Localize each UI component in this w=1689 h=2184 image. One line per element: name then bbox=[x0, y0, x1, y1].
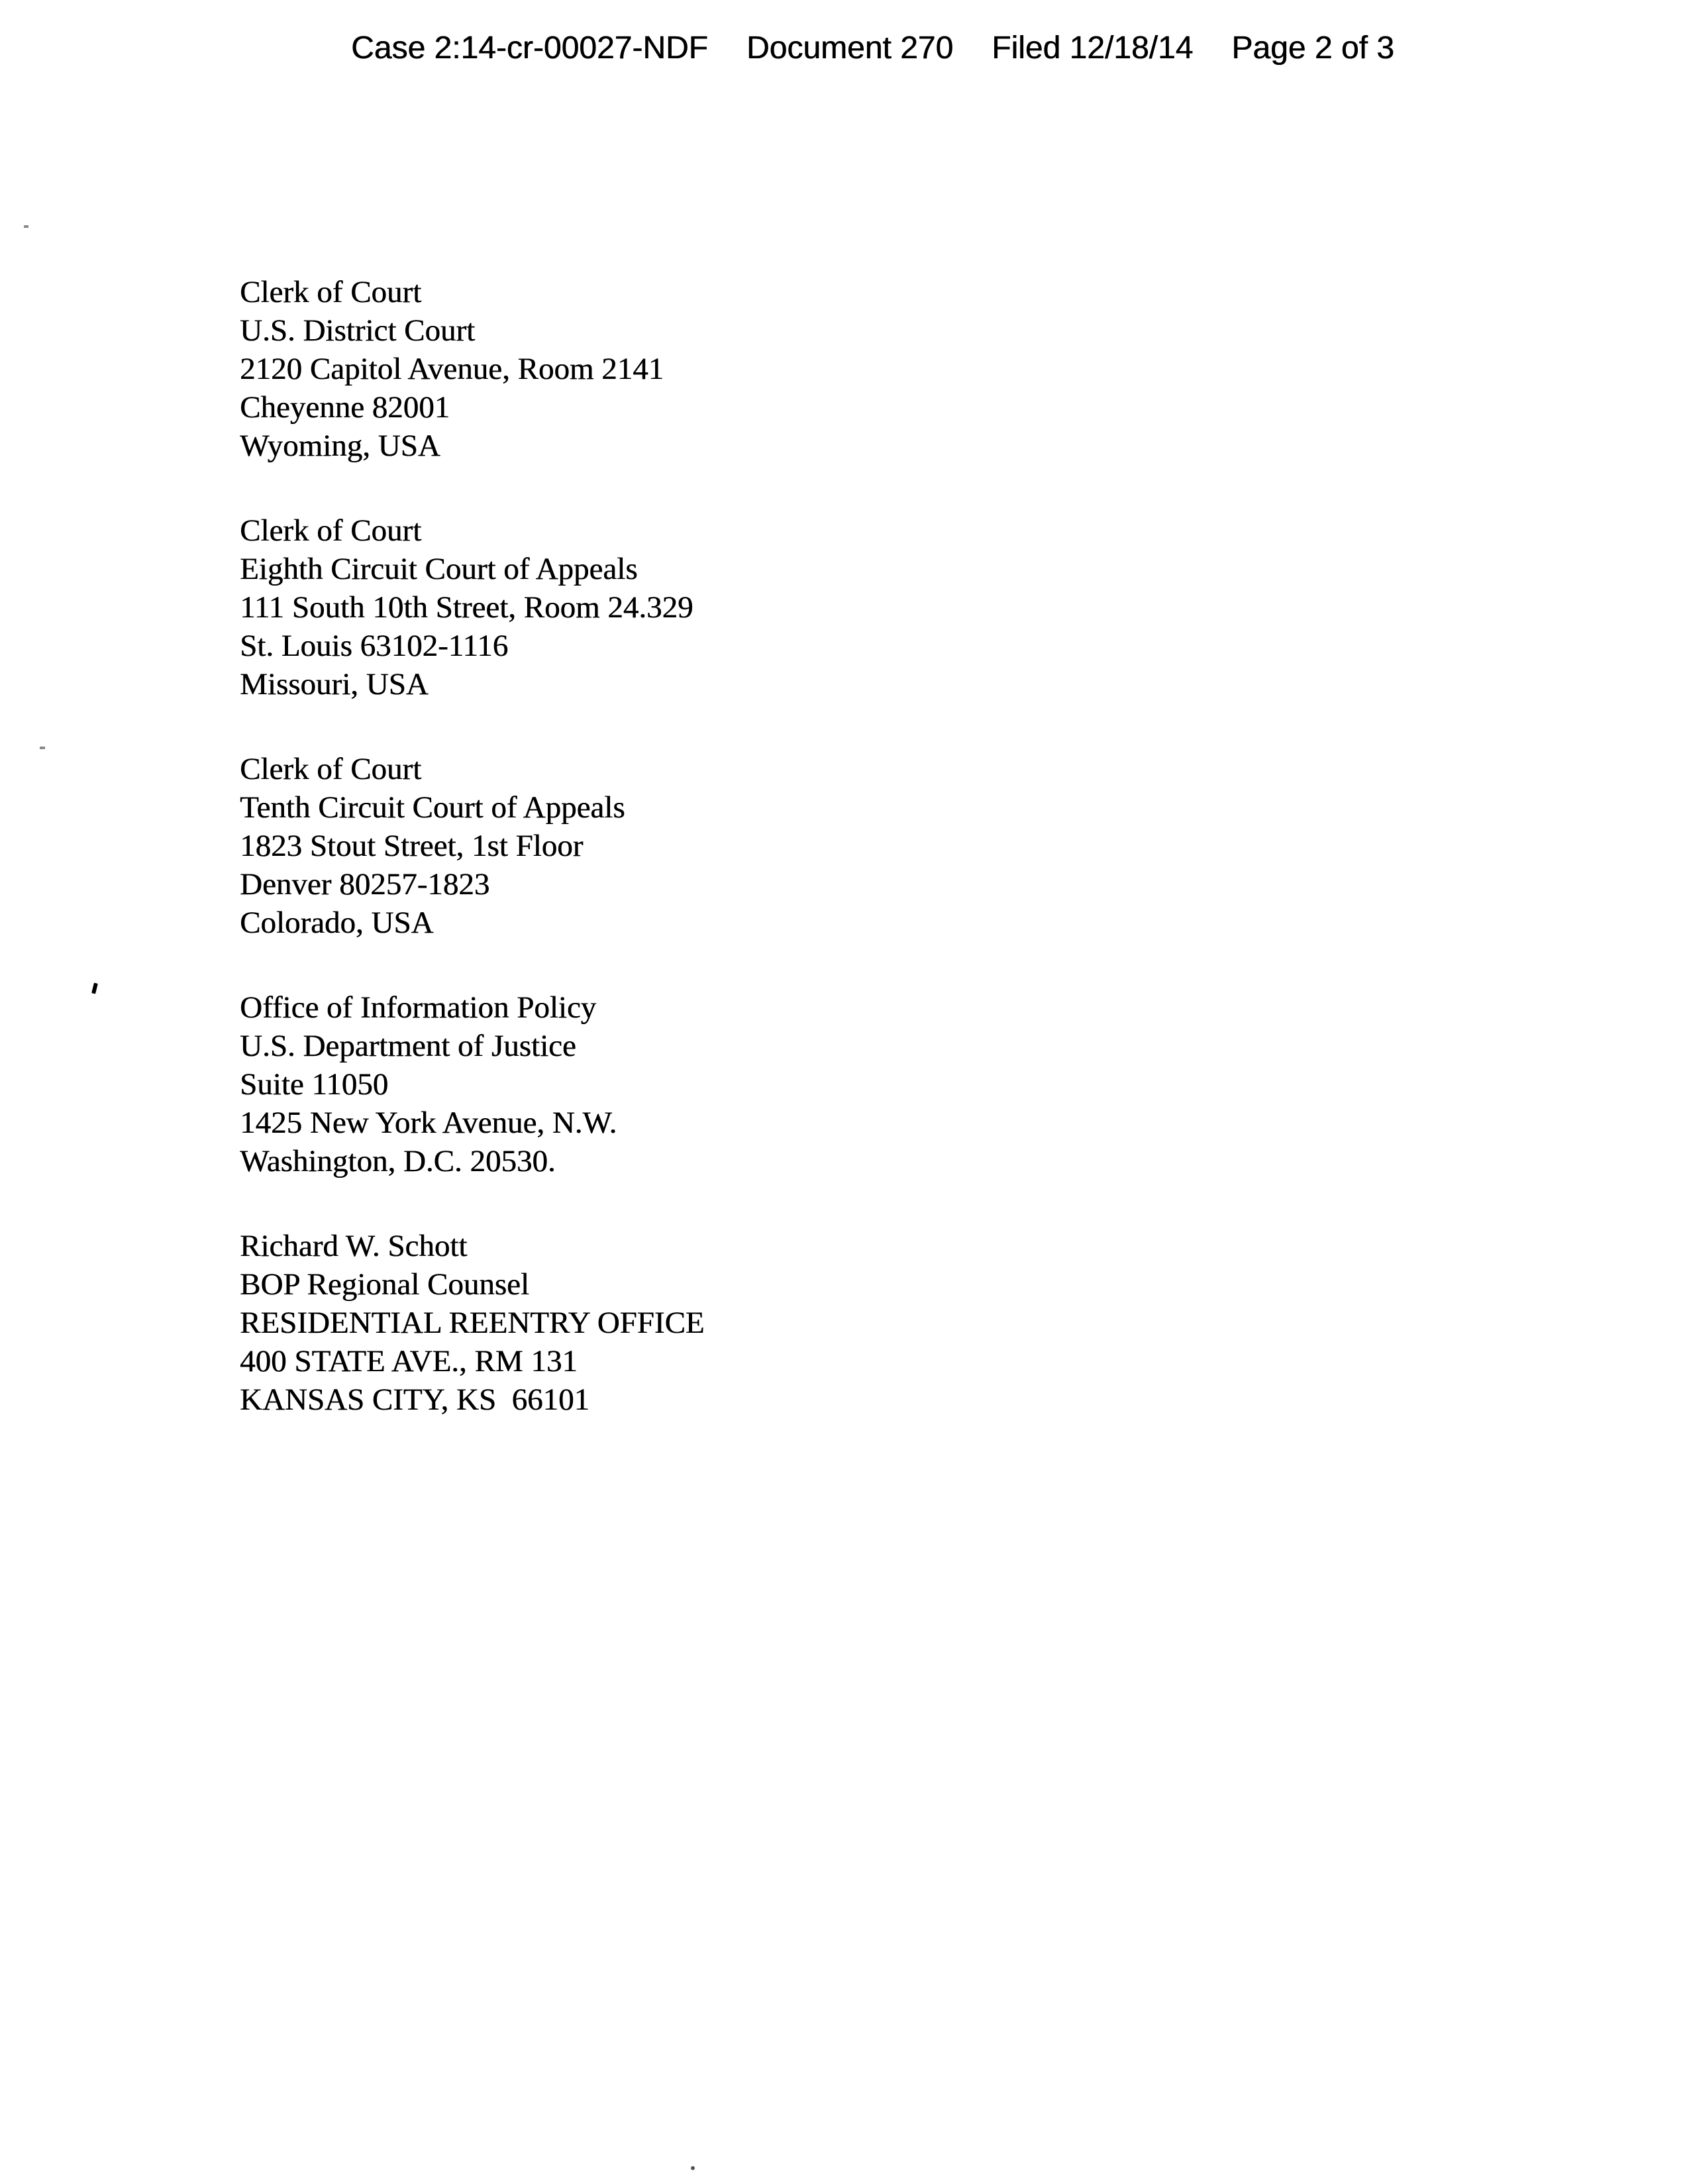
scan-speck bbox=[91, 983, 98, 994]
address-line: Wyoming, USA bbox=[240, 429, 440, 463]
address-line: RESIDENTIAL REENTRY OFFICE bbox=[240, 1306, 705, 1340]
address-line: 1425 New York Avenue, N.W. bbox=[240, 1106, 617, 1140]
address-block-bop-regional-counsel bbox=[240, 1227, 705, 1419]
address-line: Clerk of Court bbox=[240, 752, 422, 786]
address-line: Eighth Circuit Court of Appeals bbox=[240, 552, 638, 586]
address-block-tenth-circuit bbox=[240, 750, 705, 942]
address-line: U.S. Department of Justice bbox=[240, 1029, 576, 1063]
address-line: Missouri, USA bbox=[240, 667, 429, 702]
header-document-number: Document 270 bbox=[746, 30, 954, 66]
address-line: Clerk of Court bbox=[240, 513, 422, 548]
header-page-number: Page 2 of 3 bbox=[1231, 30, 1394, 66]
address-line: Colorado, USA bbox=[240, 906, 434, 940]
scan-speck bbox=[691, 2166, 695, 2170]
address-line: KANSAS CITY, KS 66101 bbox=[240, 1382, 589, 1417]
pacer-header bbox=[351, 28, 1394, 69]
header-case-number: Case 2:14-cr-00027-NDF bbox=[351, 30, 708, 66]
address-line: Washington, D.C. 20530. bbox=[240, 1144, 556, 1178]
address-line: Denver 80257-1823 bbox=[240, 867, 490, 902]
address-line: St. Louis 63102-1116 bbox=[240, 629, 509, 663]
service-address-list bbox=[240, 273, 705, 1465]
address-line: U.S. District Court bbox=[240, 313, 476, 348]
address-line: 400 STATE AVE., RM 131 bbox=[240, 1344, 578, 1378]
address-line: 1823 Stout Street, 1st Floor bbox=[240, 829, 584, 863]
scan-speck bbox=[24, 225, 28, 228]
address-line: BOP Regional Counsel bbox=[240, 1267, 529, 1302]
address-line: Clerk of Court bbox=[240, 275, 422, 309]
address-line: Suite 11050 bbox=[240, 1067, 389, 1102]
address-line: Tenth Circuit Court of Appeals bbox=[240, 790, 625, 825]
address-line: Office of Information Policy bbox=[240, 990, 597, 1025]
address-block-us-district-court bbox=[240, 273, 705, 465]
address-block-eighth-circuit bbox=[240, 511, 705, 703]
address-line: 111 South 10th Street, Room 24.329 bbox=[240, 590, 693, 625]
address-line: Cheyenne 82001 bbox=[240, 390, 450, 425]
scan-speck bbox=[40, 747, 45, 749]
address-block-oip-doj bbox=[240, 988, 705, 1180]
address-line: Richard W. Schott bbox=[240, 1229, 468, 1263]
header-filed-date: Filed 12/18/14 bbox=[992, 30, 1194, 66]
address-line: 2120 Capitol Avenue, Room 2141 bbox=[240, 352, 664, 386]
